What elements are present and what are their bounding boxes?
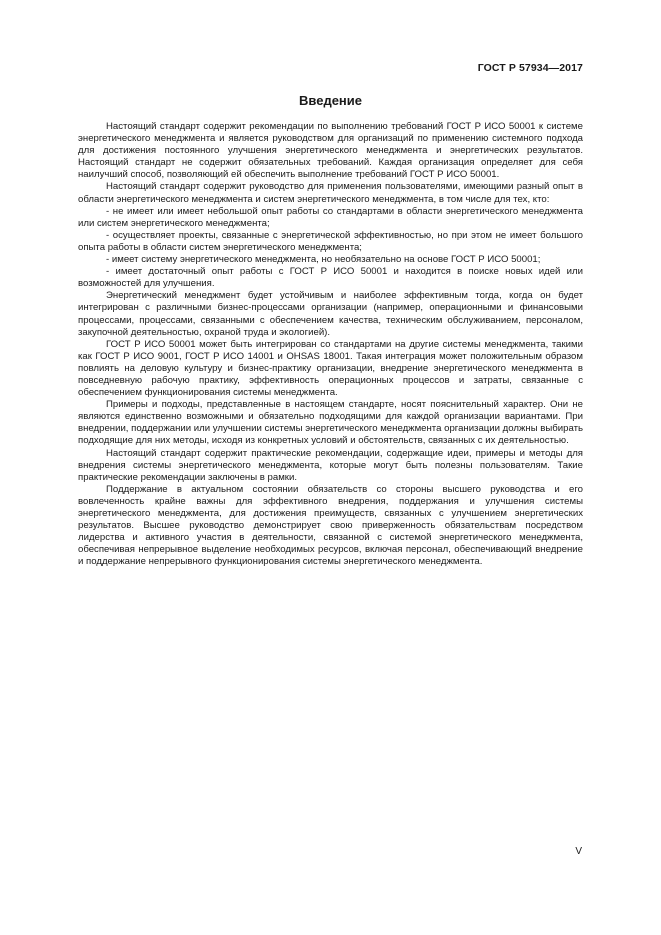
document-body bbox=[78, 121, 583, 568]
page-number: V bbox=[575, 846, 582, 857]
page-title: Введение bbox=[299, 93, 362, 108]
paragraph: Примеры и подходы, представленные в настоящем стандарте, носят пояснительный характер. Они не являются единственно возможными и обязательно подходящими для каждой организации вариантами. При внедрении, поддержании или улучшении системы энергетического менеджмента организации должны выбирать подходящие для них методы, исходя из конкретных условий и обстоятельств, связанных с их деятельностью. bbox=[78, 399, 583, 447]
list-item: - имеет систему энергетического менеджмента, но необязательно на основе ГОСТ Р ИСО 50001; bbox=[106, 254, 541, 266]
paragraph: Энергетический менеджмент будет устойчивым и наиболее эффективным тогда, когда он будет интегрирован с различными бизнес-процессами организации (например, операционными и финансовыми процессами, процессами, связанными с обеспечением качества, техническим обслуживанием, персоналом, закупочной деятельностью, охраной труда и экологией). bbox=[78, 290, 583, 338]
standard-number-header: ГОСТ Р 57934—2017 bbox=[477, 62, 583, 74]
paragraph: Поддержание в актуальном состоянии обязательств со стороны высшего руководства и его вовлеченность крайне важны для эффективного внедрения, поддержания и улучшения системы энергетического менеджмента, для достижения преимуществ, связанных с улучшением энергетических результатов. Высшее руководство демонстрирует свою приверженность обязательствам посредством лидерства и активного участия в деятельности, связанной с системой энергетического менеджмента, обеспечивая непрерывное выделение необходимых ресурсов, включая персонал, обеспечивающий внедрение и поддержание непрерывного функционирования системы энергетического менеджмента. bbox=[78, 483, 583, 568]
paragraph: Настоящий стандарт содержит практические рекомендации, содержащие идеи, примеры и методы для внедрения системы энергетического менеджмента, которые могут быть полезны пользователям. Такие практические рекомендации заключены в рамки. bbox=[78, 447, 583, 483]
paragraph: Настоящий стандарт содержит руководство для применения пользователями, имеющими разный опыт в области энергетического менеджмента и систем энергетического менеджмента, в том числе для тех, кто: bbox=[78, 181, 583, 205]
paragraph: ГОСТ Р ИСО 50001 может быть интегрирован со стандартами на другие системы менеджмента, такими как ГОСТ Р ИСО 9001, ГОСТ Р ИСО 14001 и OHSAS 18001. Такая интеграция может положительным образом повлиять на деловую культуру и бизнес-практику организации, внедрение энергетического менеджмента в повседневную рабочую практику, эффективность операционных процессов и затраты, связанные с обеспечением функционирования системы менеджмента. bbox=[78, 338, 583, 399]
list-item: - не имеет или имеет небольшой опыт работы со стандартами в области энергетического менеджмента или систем энергетического менеджмента; bbox=[78, 205, 583, 229]
list-item: - имеет достаточный опыт работы с ГОСТ Р ИСО 50001 и находится в поиске новых идей или возможностей для улучшения. bbox=[78, 266, 583, 290]
paragraph: Настоящий стандарт содержит рекомендации по выполнению требований ГОСТ Р ИСО 50001 к системе энергетического менеджмента и является руководством для организаций по применению системного подхода для достижения постоянного улучшения энергетического менеджмента и энергетических результатов. Настоящий стандарт не содержит обязательных требований. Каждая организация определяет для себя наилучший способ, позволяющий ей обеспечить выполнение требований ГОСТ Р ИСО 50001. bbox=[78, 121, 583, 181]
list-item: - осуществляет проекты, связанные с энергетической эффективностью, но при этом не имеет большого опыта работы в области систем энергетического менеджмента; bbox=[78, 229, 583, 253]
